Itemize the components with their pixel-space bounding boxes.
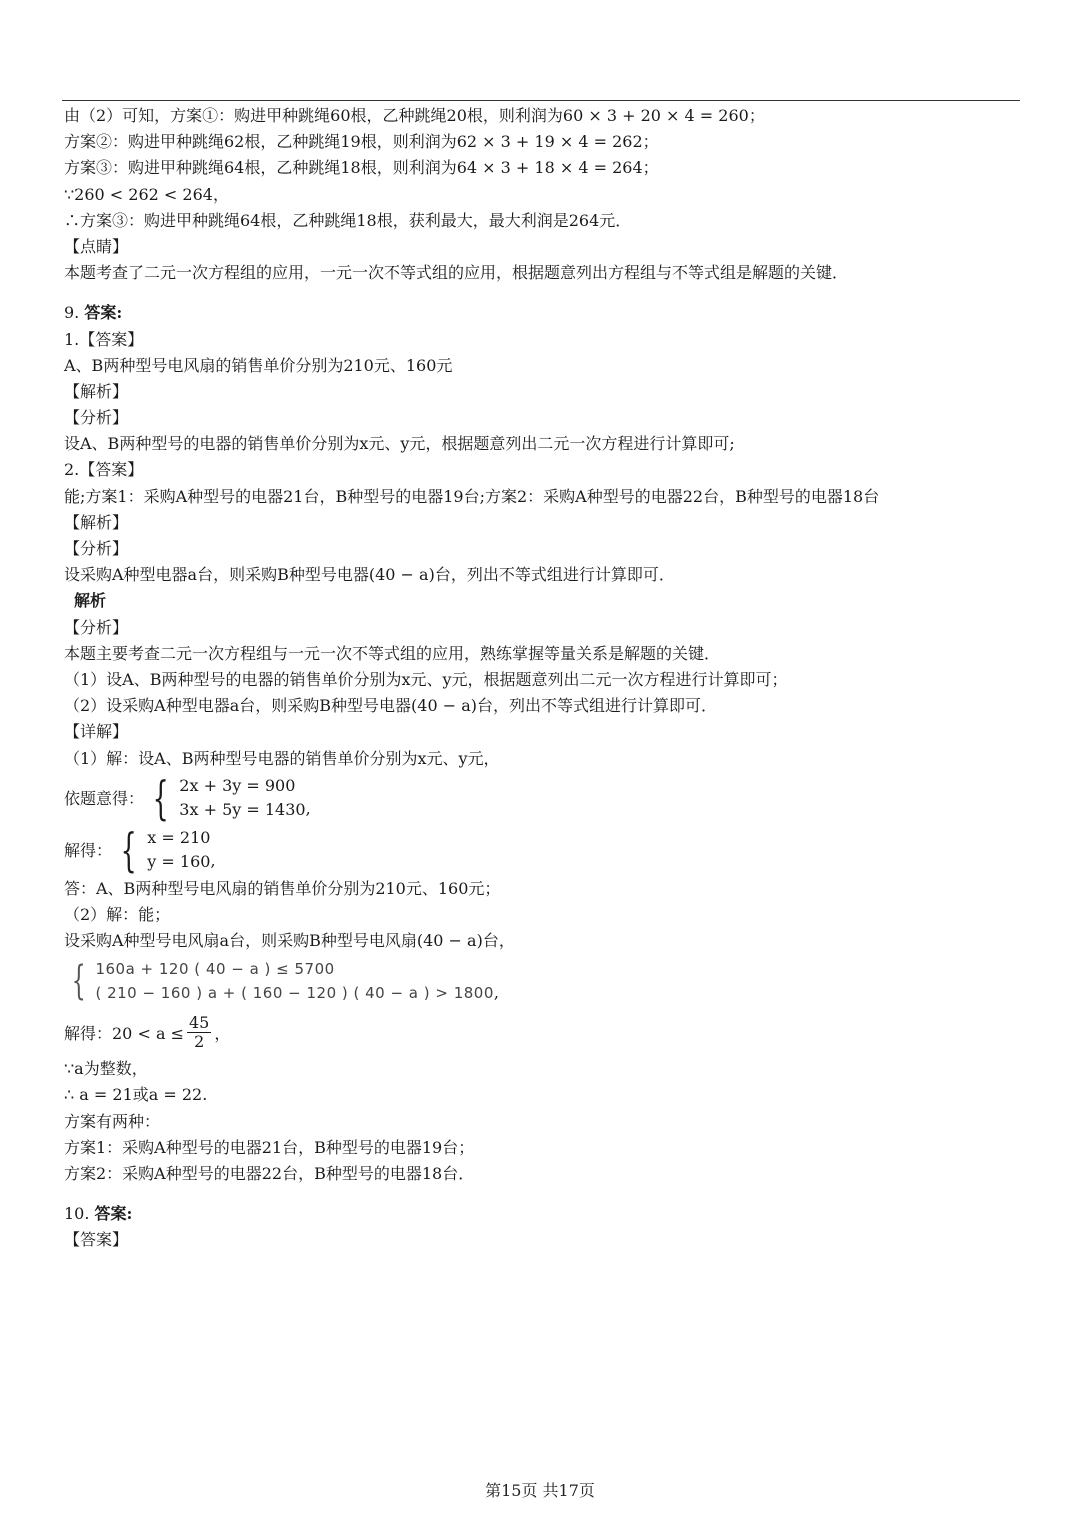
page-number-footer: 第15页 共17页 bbox=[485, 1481, 595, 1500]
text-line: 设A、B两种型号的电器的销售单价分别为x元、y元，根据题意列出二元一次方程进行计算即可; bbox=[64, 434, 735, 454]
equation-system-1 bbox=[64, 772, 1014, 824]
solution-text: 解得：20 < a ≤ bbox=[64, 1023, 184, 1043]
text-line: 方案1：采购A种型号的电器21台，B种型号的电器19台； bbox=[64, 1137, 475, 1157]
inequality: 160a + 120 ( 40 − a ) ≤ 5700 bbox=[95, 960, 335, 979]
equation: 3x + 5y = 1430 bbox=[179, 799, 306, 819]
question-10-block bbox=[64, 1201, 1014, 1253]
question-9-block bbox=[64, 300, 1014, 1187]
answer-label: 答案: bbox=[84, 303, 123, 323]
system-label: 依题意得： bbox=[64, 789, 145, 809]
text-line: 【点睛】 bbox=[64, 236, 129, 256]
punctuation: , bbox=[210, 850, 216, 870]
text-line: 2.【答案】 bbox=[64, 460, 144, 480]
punctuation: , bbox=[493, 983, 499, 1003]
punctuation: ， bbox=[214, 1023, 231, 1043]
equation: x = 210 bbox=[147, 827, 211, 847]
fraction-numerator: 45 bbox=[188, 1012, 210, 1032]
text-line: 由（2）可知，方案①：购进甲种跳绳60根，乙种跳绳20根，则利润为60 × 3 + 20 × 4 = 260； bbox=[64, 106, 765, 125]
section-heading-jiexi: 解析 bbox=[74, 591, 107, 611]
text-line: 答：A、B两种型号电风扇的销售单价分别为210元、160元； bbox=[64, 878, 501, 898]
text-line: 【答案】 bbox=[64, 1230, 129, 1250]
text-line: （1）设A、B两种型号的电器的销售单价分别为x元、y元，根据题意列出二元一次方程进行计算即可； bbox=[64, 669, 788, 689]
inequality-list bbox=[95, 957, 493, 1005]
fraction bbox=[187, 1014, 211, 1051]
text-line: 本题考查了二元一次方程组的应用，一元一次不等式组的应用，根据题意列出方程组与不等式组是解题的关键． bbox=[64, 263, 849, 283]
brace-symbol: { bbox=[120, 822, 137, 877]
text-line: ∴方案③：购进甲种跳绳64根，乙种跳绳18根，获利最大，最大利润是264元． bbox=[64, 210, 632, 230]
inequality: ( 210 − 160 ) a + ( 160 − 120 ) ( 40 − a ) > 1800 bbox=[95, 984, 494, 1003]
text-line: 设采购A种型电器a台，则采购B种型号电器(40 − a)台，列出不等式组进行计算即可． bbox=[64, 565, 675, 585]
system-label: 解得： bbox=[64, 841, 113, 861]
text-line: ∴ a = 21或a = 22. bbox=[64, 1085, 208, 1105]
text-line: A、B两种型号电风扇的销售单价分别为210元、160元 bbox=[64, 355, 453, 375]
equation: 2x + 3y = 900 bbox=[179, 775, 296, 795]
fraction-denominator: 2 bbox=[194, 1031, 205, 1051]
question-number: 9. bbox=[64, 303, 80, 323]
brace-symbol: { bbox=[71, 958, 86, 1005]
question-9-header bbox=[64, 300, 1014, 326]
text-line: （2）解：能； bbox=[64, 904, 171, 924]
text-line: 【解析】 bbox=[64, 512, 129, 532]
text-line: 方案③：购进甲种跳绳64根，乙种跳绳18根，则利润为64 × 3 + 18 × 4 = 264； bbox=[64, 158, 659, 178]
header-rule bbox=[62, 100, 1020, 101]
text-line: 方案2：采购A种型号的电器22台，B种型号的电器18台． bbox=[64, 1164, 475, 1183]
text-line: 方案有两种： bbox=[64, 1111, 161, 1131]
fraction-solution-line bbox=[64, 1008, 1014, 1056]
brace-symbol: { bbox=[152, 770, 169, 825]
inequality-system bbox=[64, 954, 1014, 1008]
equation: y = 160 bbox=[147, 851, 211, 871]
previous-solution-block bbox=[64, 103, 1014, 286]
text-line: 设采购A种型号电风扇a台，则采购B种型号电风扇(40 − a)台， bbox=[64, 931, 515, 951]
equation-list bbox=[179, 774, 305, 822]
text-line: ∵260 < 262 < 264， bbox=[64, 184, 229, 204]
text-line: 【解析】 bbox=[64, 381, 129, 401]
text-line: 方案②：购进甲种跳绳62根，乙种跳绳19根，则利润为62 × 3 + 19 × 4 = 262； bbox=[64, 132, 659, 152]
answer-label: 答案: bbox=[94, 1204, 133, 1224]
punctuation: , bbox=[305, 798, 311, 818]
question-number: 10. bbox=[64, 1204, 90, 1224]
text-line: 【分析】 bbox=[64, 617, 129, 637]
text-line: （2）设采购A种型电器a台，则采购B种型号电器(40 − a)台，列出不等式组进行计算即可． bbox=[64, 696, 717, 716]
equation-list bbox=[147, 826, 210, 874]
text-line: 【分析】 bbox=[64, 539, 129, 558]
text-line: （1）解：设A、B两种型号电器的销售单价分别为x元、y元， bbox=[64, 748, 500, 768]
text-line: 【分析】 bbox=[64, 408, 129, 428]
text-line: 本题主要考查二元一次方程组与一元一次不等式组的应用，熟练掌握等量关系是解题的关键． bbox=[64, 643, 721, 663]
equation-system-2 bbox=[64, 824, 1014, 876]
page-content bbox=[64, 103, 1014, 1254]
text-line: ∵a为整数， bbox=[64, 1059, 148, 1079]
question-10-header bbox=[64, 1201, 1014, 1227]
text-line: 1.【答案】 bbox=[64, 329, 144, 349]
text-line: 能;方案1：采购A种型号的电器21台，B种型号的电器19台;方案2：采购A种型号的电器22台，B种型号的电器18台 bbox=[64, 486, 880, 506]
text-line: 【详解】 bbox=[64, 722, 129, 742]
